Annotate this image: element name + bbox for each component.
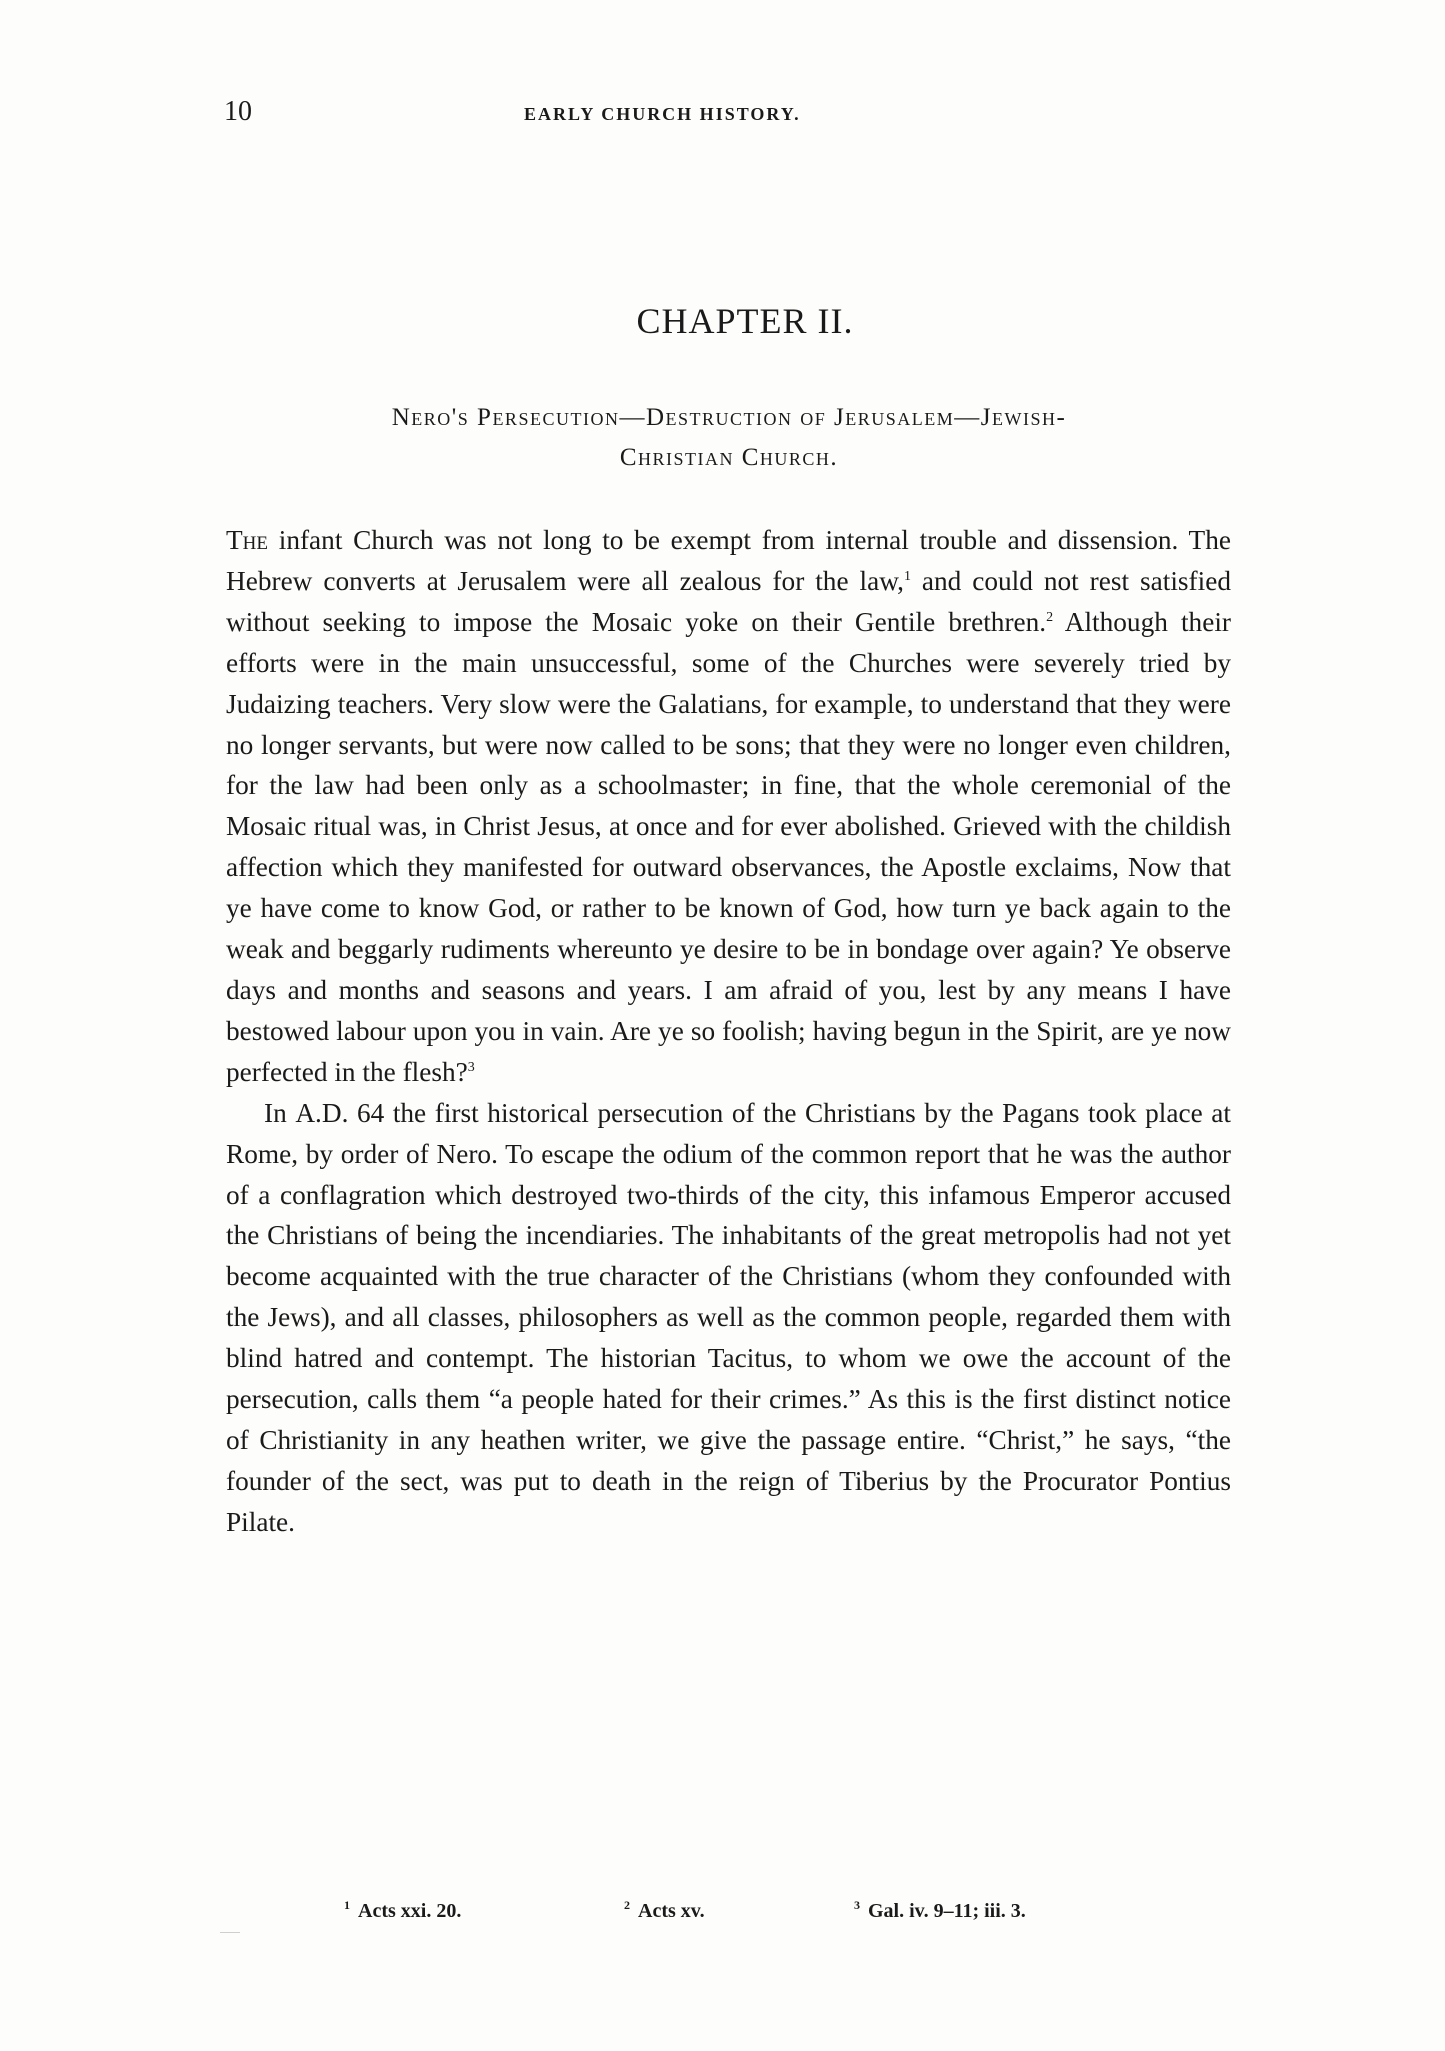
paragraph-1-text-b: and could not rest satisfied without seeking to impose the Mosaic yoke on their Gentile brethren. [226, 565, 1231, 637]
body-text [226, 520, 1231, 1543]
page-edge-mark [220, 1932, 240, 1933]
paragraph-2-text-a: In [264, 1097, 296, 1128]
footnote-3-text: Gal. iv. 9–11; iii. 3. [868, 1900, 1026, 1922]
footnote-2-text: Acts xv. [638, 1900, 705, 1922]
footnote-ref-1: 1 [903, 568, 911, 584]
paragraph-1 [226, 520, 1231, 1093]
chapter-subtitle-line-2: Christian Church. [619, 444, 839, 471]
chapter-subtitle-line-1: Nero's Persecution—Destruction of Jerusalem—Jewish- [391, 404, 1067, 431]
era-abbreviation: A.D. [295, 1097, 349, 1128]
paragraph-lead-word: The [226, 525, 269, 555]
footnote-1 [344, 1898, 461, 1923]
footnotes [224, 1898, 1234, 1934]
running-head [224, 96, 1234, 136]
paragraph-1-text-a: infant Church was not long to be exempt from internal trouble and dissension. The Hebrew converts at Jerusalem were all zealous for the law, [226, 525, 1231, 596]
footnote-2 [624, 1898, 705, 1923]
running-title: EARLY CHURCH HISTORY. [524, 104, 801, 124]
footnote-ref-3: 3 [467, 1059, 475, 1075]
footnote-2-mark: 2 [624, 1898, 630, 1912]
footnote-3-mark: 3 [854, 1898, 860, 1912]
footnote-1-text: Acts xxi. 20. [358, 1900, 462, 1922]
paragraph-2-text-b: 64 the first historical persecution of the Christians by the Pagans took place at Rome, by order of Nero. To escape the odium of the common report that he was the author of a conflagration which destroyed two-thirds of the city, this infamous Emperor accused the Christians of being the incendiaries. The inhabitants of the great metropolis had not yet become acquainted with the true character of the Christians (whom they confounded with the Jews), and all classes, philosophers as well as the common people, regarded them with blind hatred and contempt. The historian Tacitus, to whom we owe the account of the persecution, calls them “a people hated for their crimes.” As this is the first distinct notice of Christianity in any heathen writer, we give the passage entire. “Christ,” he says, “the founder of the sect, was put to death in the reign of Tiberius by the Procurator Pontius Pilate. [226, 1097, 1231, 1537]
paragraph-2 [226, 1093, 1231, 1543]
paragraph-1-text-c: Although their efforts were in the main unsuccessful, some of the Churches were severely tried by Judaizing teachers. Very slow were the Galatians, for example, to understand that they were no longer servants, but were now called to be sons; that they were no longer even children, for the law had been only as a schoolmaster; in fine, that the whole ceremonial of the Mosaic ritual was, in Christ Jesus, at once and for ever abolished. Grieved with the childish affection which they manifested for outward observances, the Apostle exclaims, Now that ye have come to know God, or rather to be known of God, how turn ye back again to the weak and beggarly rudiments whereunto ye desire to be in bondage over again? Ye observe days and months and seasons and years. I am afraid of you, lest by any means I have bestowed labour upon you in vain. Are ye so foolish; having begun in the Spirit, are ye now perfected in the flesh? [226, 606, 1231, 1087]
page-number: 10 [224, 96, 252, 127]
footnote-1-mark: 1 [344, 1898, 350, 1912]
chapter-title: CHAPTER II. [636, 301, 854, 341]
footnote-ref-2: 2 [1046, 609, 1054, 625]
chapter-subtitle [224, 398, 1234, 478]
footnote-3 [854, 1898, 1026, 1923]
